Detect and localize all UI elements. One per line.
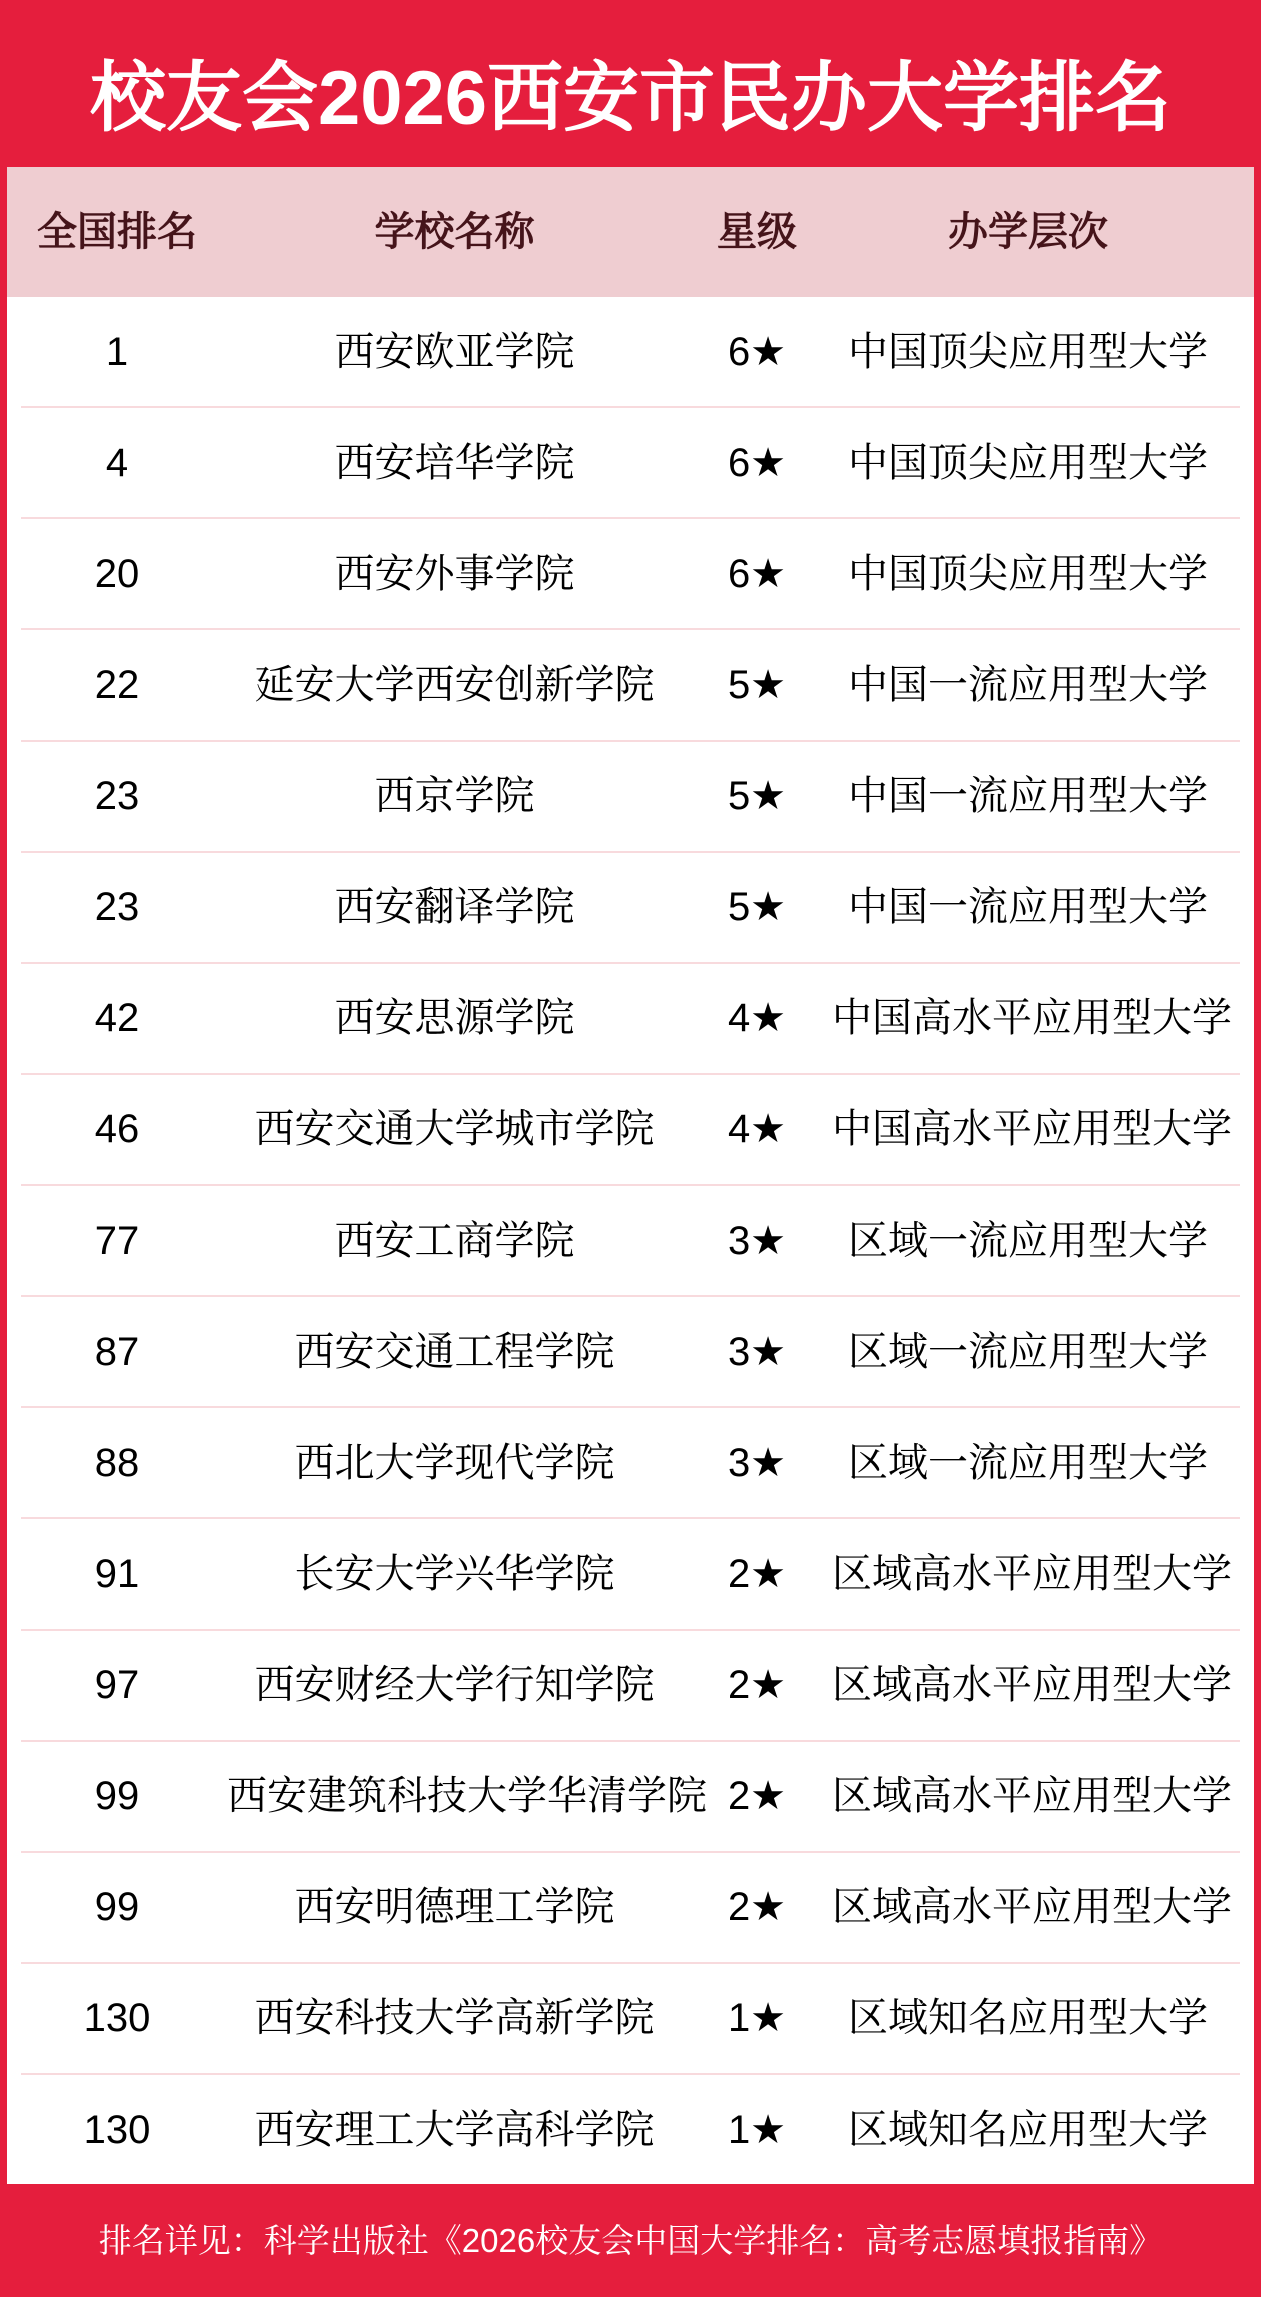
table-row (7, 1075, 1254, 1184)
table-row (7, 1519, 1254, 1628)
table-row (7, 742, 1254, 851)
star-rating-cell: 4★ (727, 996, 787, 1041)
level-cell: 区域高水平应用型大学 (832, 1551, 1232, 1596)
level-cell: 区域高水平应用型大学 (832, 1885, 1232, 1930)
star-rating-cell: 1★ (727, 2107, 787, 2152)
table-row (7, 1408, 1254, 1517)
rank-cell: 1 (105, 329, 129, 374)
table-body (7, 297, 1254, 2184)
table-row (7, 853, 1254, 962)
table-row (7, 297, 1254, 406)
table-row (7, 1853, 1254, 1962)
level-cell: 区域知名应用型大学 (848, 2107, 1208, 2152)
star-rating-cell: 5★ (727, 885, 787, 930)
school-name-cell: 西安欧亚学院 (334, 329, 575, 374)
school-name-cell: 西安培华学院 (334, 440, 575, 485)
level-cell: 中国一流应用型大学 (848, 774, 1208, 819)
table-row (7, 1186, 1254, 1295)
level-cell: 中国高水平应用型大学 (832, 996, 1232, 1041)
star-rating-cell: 6★ (727, 440, 787, 485)
column-header-star: 星级 (717, 210, 797, 254)
level-cell: 中国一流应用型大学 (848, 662, 1208, 707)
column-header-school: 学校名称 (374, 210, 535, 254)
level-cell: 中国顶尖应用型大学 (848, 551, 1208, 596)
school-name-cell: 西安交通大学城市学院 (254, 1107, 655, 1152)
rank-cell: 91 (94, 1551, 140, 1596)
column-header-level: 办学层次 (948, 210, 1108, 254)
star-rating-cell: 1★ (727, 1996, 787, 2041)
table-row (7, 1297, 1254, 1406)
star-rating-cell: 2★ (727, 1774, 787, 1819)
school-name-cell: 西安科技大学高新学院 (254, 1996, 655, 2041)
level-cell: 区域高水平应用型大学 (832, 1663, 1232, 1708)
school-name-cell: 西京学院 (374, 774, 535, 819)
school-name-cell: 延安大学西安创新学院 (254, 662, 655, 707)
rank-cell: 87 (94, 1329, 140, 1374)
school-name-cell: 长安大学兴华学院 (294, 1551, 615, 1596)
table-row (7, 2075, 1254, 2184)
column-header-rank: 全国排名 (37, 210, 197, 254)
rank-cell: 46 (94, 1107, 140, 1152)
star-rating-cell: 6★ (727, 551, 787, 596)
footer-note-bar (0, 2184, 1261, 2297)
footer-note: 排名详见：科学出版社《2026校友会中国大学排名：高考志愿填报指南》 (98, 2222, 1163, 2259)
school-name-cell: 西安建筑科技大学华清学院 (227, 1774, 707, 1819)
level-cell: 区域一流应用型大学 (848, 1440, 1208, 1485)
level-cell: 中国高水平应用型大学 (832, 1107, 1232, 1152)
star-rating-cell: 5★ (727, 774, 787, 819)
level-cell: 中国顶尖应用型大学 (848, 440, 1208, 485)
school-name-cell: 西北大学现代学院 (294, 1440, 615, 1485)
table-row (7, 1742, 1254, 1851)
level-cell: 区域一流应用型大学 (848, 1329, 1208, 1374)
level-cell: 中国一流应用型大学 (848, 885, 1208, 930)
title-banner (0, 0, 1261, 167)
table-row (7, 408, 1254, 517)
rank-cell: 42 (94, 996, 140, 1041)
rank-cell: 77 (94, 1218, 140, 1263)
level-cell: 区域高水平应用型大学 (832, 1774, 1232, 1819)
rank-cell: 23 (94, 885, 140, 930)
school-name-cell: 西安财经大学行知学院 (254, 1663, 655, 1708)
school-name-cell: 西安思源学院 (334, 996, 575, 1041)
rank-cell: 23 (94, 774, 140, 819)
rank-cell: 130 (83, 1996, 151, 2041)
star-rating-cell: 3★ (727, 1440, 787, 1485)
star-rating-cell: 3★ (727, 1329, 787, 1374)
level-cell: 区域知名应用型大学 (848, 1996, 1208, 2041)
rank-cell: 97 (94, 1663, 140, 1708)
star-rating-cell: 2★ (727, 1663, 787, 1708)
table-row (7, 519, 1254, 628)
school-name-cell: 西安明德理工学院 (294, 1885, 615, 1930)
table-header-row (7, 167, 1254, 297)
level-cell: 中国顶尖应用型大学 (848, 329, 1208, 374)
rank-cell: 99 (94, 1774, 140, 1819)
star-rating-cell: 6★ (727, 329, 787, 374)
star-rating-cell: 4★ (727, 1107, 787, 1152)
star-rating-cell: 2★ (727, 1551, 787, 1596)
star-rating-cell: 5★ (727, 662, 787, 707)
rank-cell: 99 (94, 1885, 140, 1930)
rank-cell: 20 (94, 551, 140, 596)
star-rating-cell: 2★ (727, 1885, 787, 1930)
table-row (7, 1964, 1254, 2073)
table-row (7, 964, 1254, 1073)
school-name-cell: 西安翻译学院 (334, 885, 575, 930)
star-rating-cell: 3★ (727, 1218, 787, 1263)
rank-cell: 130 (83, 2107, 151, 2152)
rank-cell: 88 (94, 1440, 140, 1485)
school-name-cell: 西安工商学院 (334, 1218, 575, 1263)
level-cell: 区域一流应用型大学 (848, 1218, 1208, 1263)
ranking-table (7, 167, 1254, 2184)
table-row (7, 630, 1254, 739)
school-name-cell: 西安理工大学高科学院 (254, 2107, 655, 2152)
page-title: 校友会2026西安市民办大学排名 (89, 55, 1172, 141)
rank-cell: 4 (105, 440, 129, 485)
school-name-cell: 西安交通工程学院 (294, 1329, 615, 1374)
table-row (7, 1631, 1254, 1740)
rank-cell: 22 (94, 662, 140, 707)
school-name-cell: 西安外事学院 (334, 551, 575, 596)
